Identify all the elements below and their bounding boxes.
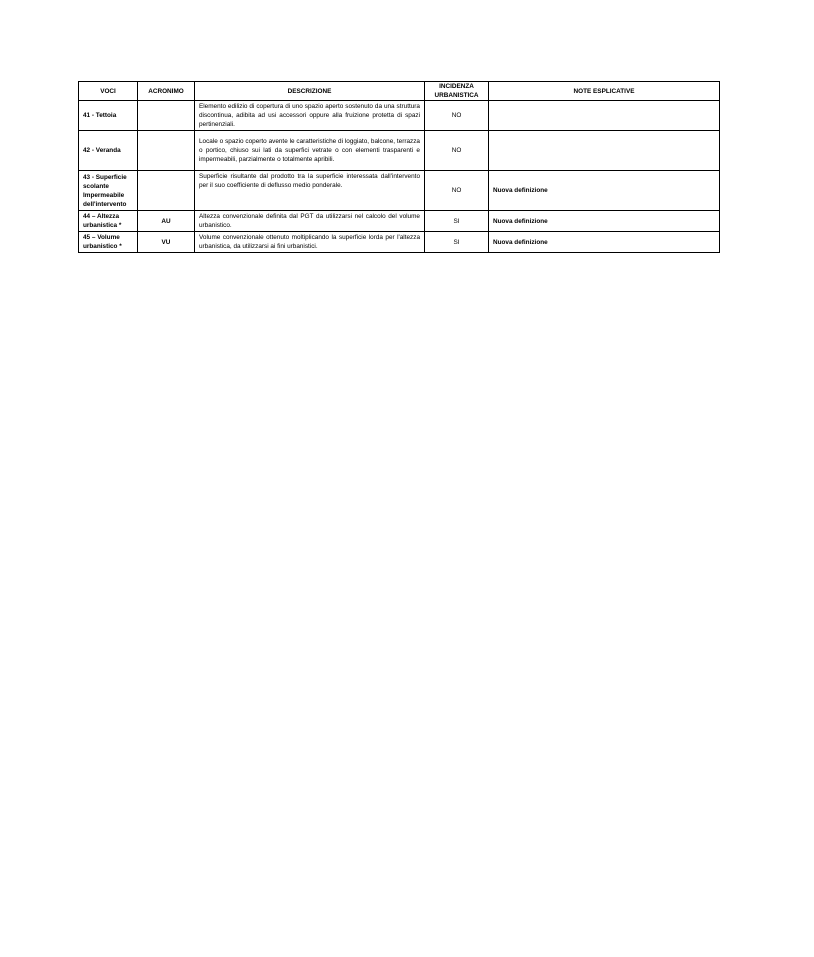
table-row bbox=[79, 232, 720, 253]
descrizione-cell: Locale o spazio coperto avente le caratteristiche di loggiato, balcone, terrazza o portico, chiuso sui lati da superfici vetrate o con elementi trasparenti e impermeabili, parzialmente o totalmente apribili. bbox=[195, 131, 425, 171]
incidenza-cell: SI bbox=[425, 211, 489, 232]
acronimo-cell bbox=[138, 101, 195, 131]
voce-cell bbox=[79, 101, 138, 131]
voce-cell bbox=[79, 232, 138, 253]
header-voci: VOCI bbox=[79, 82, 138, 101]
voce-line: 43 - Superficie bbox=[83, 173, 127, 181]
voce-cell bbox=[79, 171, 138, 211]
acronimo-cell: AU bbox=[138, 211, 195, 232]
voce-line: dell'intervento bbox=[83, 200, 127, 208]
header-acronimo: ACRONIMO bbox=[138, 82, 195, 101]
definitions-table bbox=[78, 81, 720, 253]
note-cell: Nuova definizione bbox=[489, 211, 720, 232]
table-row bbox=[79, 101, 720, 131]
voce-line: 44 – Altezza bbox=[83, 213, 119, 220]
descrizione-cell: Superficie risultante dal prodotto tra la superficie interessata dall'intervento per il suo coefficiente di deflusso medio ponderale. bbox=[195, 171, 425, 211]
voce-line: 41 - Tettoia bbox=[83, 112, 117, 119]
note-cell: Nuova definizione bbox=[489, 232, 720, 253]
voce-line: 42 - Veranda bbox=[83, 147, 121, 154]
acronimo-cell bbox=[138, 131, 195, 171]
acronimo-cell bbox=[138, 171, 195, 211]
note-cell bbox=[489, 131, 720, 171]
header-incidenza bbox=[425, 82, 489, 101]
table-row bbox=[79, 171, 720, 211]
voce-line: urbanistico * bbox=[83, 243, 122, 250]
voce-line: urbanistica * bbox=[83, 222, 122, 229]
voce-cell bbox=[79, 211, 138, 232]
incidenza-cell: NO bbox=[425, 131, 489, 171]
descrizione-cell: Volume convenzionale ottenuto moltiplicando la superficie lorda per l'altezza urbanistica, da utilizzarsi ai fini urbanistici. bbox=[195, 232, 425, 253]
incidenza-cell: SI bbox=[425, 232, 489, 253]
header-descrizione: DESCRIZIONE bbox=[195, 82, 425, 101]
descrizione-cell: Elemento edilizio di copertura di uno spazio aperto sostenuto da una struttura discontinua, adibita ad usi accessori oppure alla fruizione protetta di spazi pertinenziali. bbox=[195, 101, 425, 131]
note-cell: Nuova definizione bbox=[489, 171, 720, 211]
table-row bbox=[79, 211, 720, 232]
table-header-row bbox=[79, 82, 720, 101]
incidenza-cell: NO bbox=[425, 171, 489, 211]
voce-line: Impermeabile bbox=[83, 191, 125, 199]
acronimo-cell: VU bbox=[138, 232, 195, 253]
voce-line: 45 – Volume bbox=[83, 234, 120, 241]
incidenza-cell: NO bbox=[425, 101, 489, 131]
voce-cell bbox=[79, 131, 138, 171]
header-note: NOTE ESPLICATIVE bbox=[489, 82, 720, 101]
header-incidenza-line2: URBANISTICA bbox=[434, 92, 479, 99]
descrizione-cell: Altezza convenzionale definita dal PGT da utilizzarsi nel calcolo del volume urbanistico. bbox=[195, 211, 425, 232]
voce-line: scolante bbox=[83, 182, 109, 190]
note-cell bbox=[489, 101, 720, 131]
header-incidenza-line1: INCIDENZA bbox=[439, 83, 474, 90]
table-row bbox=[79, 131, 720, 171]
